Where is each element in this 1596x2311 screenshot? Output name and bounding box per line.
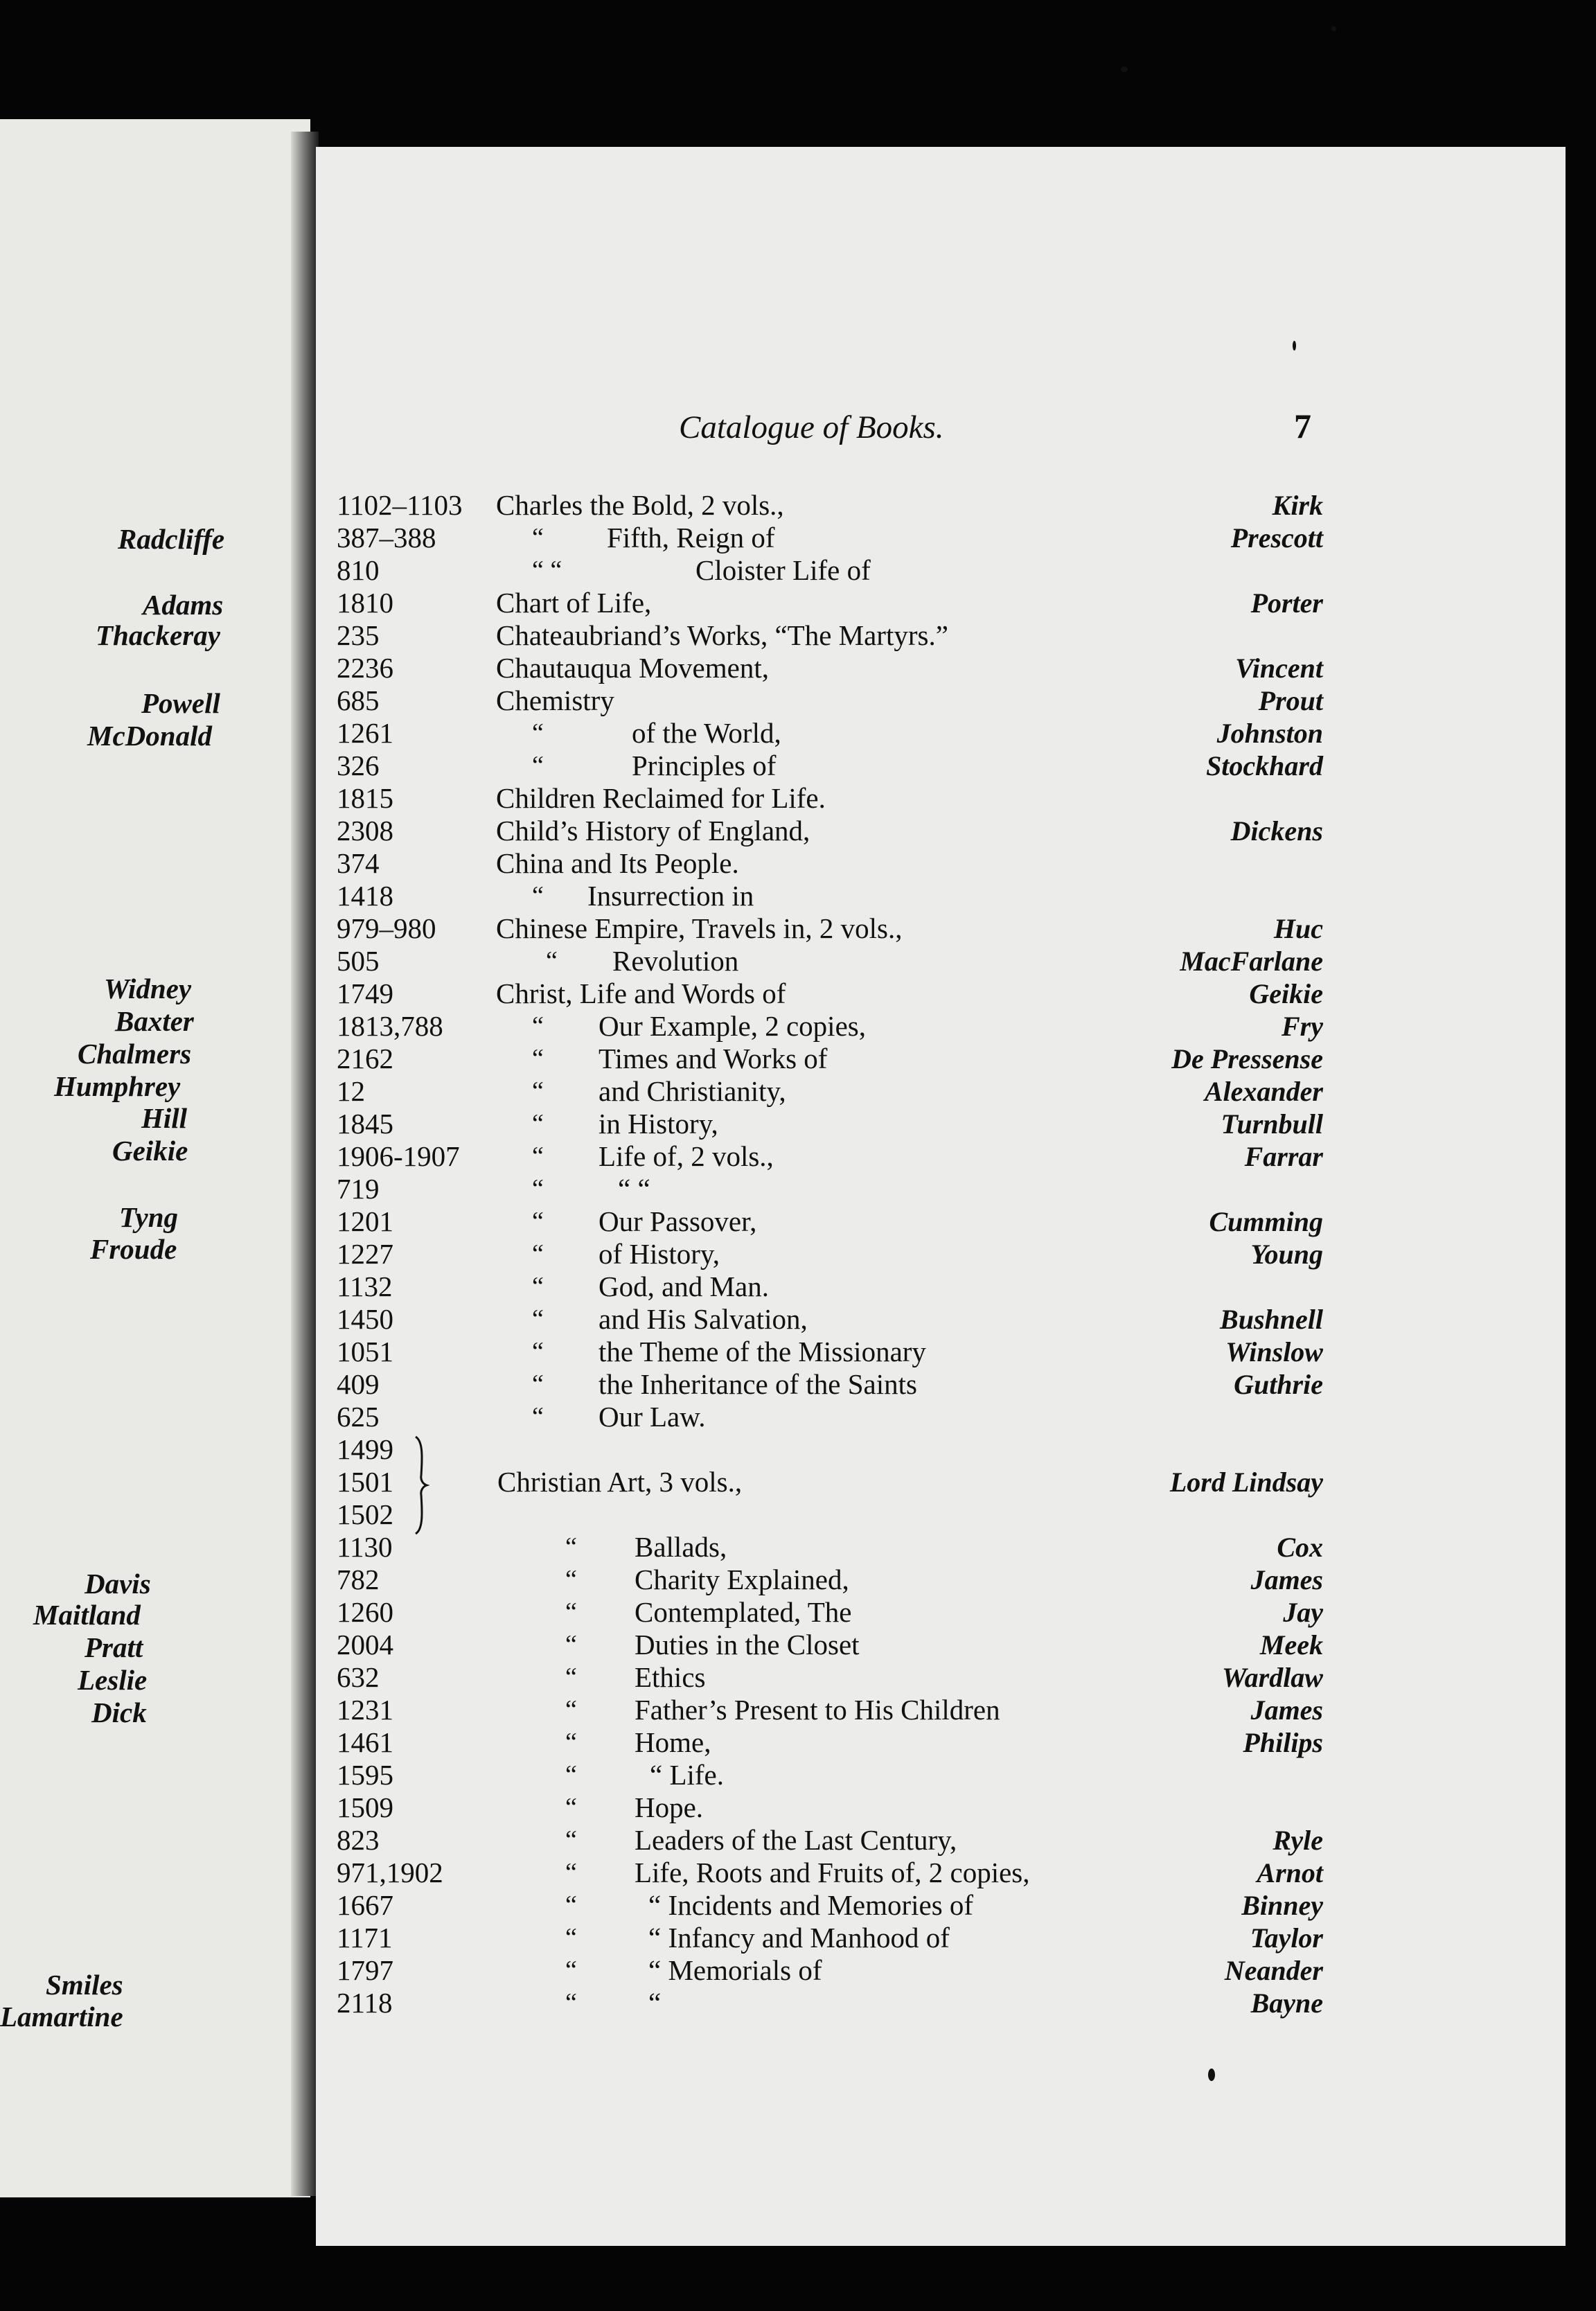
catalogue-entry (0, 522, 1596, 554)
margin-name: Smiles (46, 1969, 123, 2001)
entry-number: 1667 (337, 1889, 393, 1921)
catalogue-entry (0, 1564, 1596, 1596)
scan-speck (1208, 2069, 1215, 2081)
catalogue-entry (0, 652, 1596, 684)
margin-name: Dick (91, 1697, 147, 1728)
ditto-mark: “ (565, 1956, 577, 1985)
entry-author: Winslow (1225, 1336, 1323, 1367)
entry-title: the Theme of the Missionary (598, 1336, 926, 1367)
entry-title: “ Incidents and Memories of (648, 1889, 974, 1921)
entry-author: Ryle (1273, 1825, 1323, 1856)
entry-author: Binney (1241, 1890, 1323, 1921)
entry-title: Ethics (635, 1661, 706, 1693)
catalogue-entry (0, 1694, 1596, 1726)
entry-title: Chemistry (496, 684, 614, 716)
entry-number: 409 (337, 1368, 380, 1400)
entry-number: 2004 (337, 1629, 393, 1661)
ditto-mark: “ (532, 1109, 544, 1138)
entry-number: 810 (337, 554, 380, 586)
catalogue-entry (0, 1889, 1596, 1922)
margin-name: Davis (85, 1568, 151, 1600)
entry-author: James (1250, 1564, 1323, 1595)
catalogue-entry (0, 750, 1596, 782)
ditto-mark: “ (565, 1923, 577, 1952)
entry-number: 1845 (337, 1108, 393, 1140)
entry-author: Bayne (1250, 1987, 1323, 2019)
entry-title: Chart of Life, (496, 587, 652, 619)
catalogue-entry (0, 1108, 1596, 1140)
ditto-mark: “ (565, 1760, 577, 1789)
ditto-mark: “ (565, 1630, 577, 1659)
catalogue-entry (0, 1531, 1596, 1564)
entry-title: Cloister Life of (695, 554, 871, 586)
ditto-mark: “ (532, 751, 544, 780)
entry-number: 387–388 (337, 522, 436, 554)
entry-number: 1260 (337, 1596, 393, 1628)
entry-title: Charles the Bold, 2 vols., (496, 489, 784, 521)
entry-number: 1418 (337, 880, 393, 912)
entry-title: Our Passover, (598, 1205, 757, 1237)
grouping-brace (413, 1434, 429, 1537)
entry-number: 971,1902 (337, 1857, 443, 1888)
catalogue-entry (0, 684, 1596, 717)
catalogue-entry (0, 1303, 1596, 1336)
entry-title: Child’s History of England, (496, 815, 810, 847)
ditto-mark: “ (565, 1695, 577, 1724)
entry-title: Principles of (632, 750, 777, 781)
margin-name: Hill (141, 1102, 188, 1134)
catalogue-entry (0, 1791, 1596, 1824)
entry-author: Cumming (1209, 1206, 1323, 1237)
ditto-mark: “ (532, 523, 544, 552)
margin-name: Froude (90, 1233, 177, 1265)
entry-title: Charity Explained, (635, 1564, 849, 1595)
entry-author: Neander (1224, 1955, 1323, 1986)
entry-number: 1813,788 (337, 1010, 443, 1042)
catalogue-entry (0, 1759, 1596, 1791)
ditto-mark: “ (532, 1370, 544, 1399)
catalogue-entry (0, 912, 1596, 945)
entry-number: 1499 (337, 1433, 393, 1465)
margin-name: Leslie (78, 1664, 148, 1696)
entry-author: Bushnell (1220, 1304, 1323, 1335)
catalogue-entry (0, 1987, 1596, 2019)
margin-name: Geikie (112, 1135, 188, 1167)
catalogue-entry (0, 1466, 1596, 1498)
entry-title: “ “ (618, 1173, 650, 1205)
scan-speck (1121, 67, 1128, 72)
catalogue-entry (0, 1922, 1596, 1954)
entry-title: Chautauqua Movement, (496, 652, 769, 684)
entry-number: 1130 (337, 1531, 393, 1563)
margin-name: Maitland (33, 1599, 141, 1631)
entry-title: Life of, 2 vols., (598, 1140, 774, 1172)
entry-author: Porter (1250, 587, 1323, 619)
entry-author: Taylor (1250, 1922, 1323, 1954)
entry-number: 1132 (337, 1270, 393, 1302)
entry-number: 374 (337, 847, 380, 879)
catalogue-entry (0, 1661, 1596, 1694)
entry-title: Chateaubriand’s Works, “The Martyrs.” (496, 619, 948, 651)
entry-number: 2308 (337, 815, 393, 847)
entry-number: 719 (337, 1173, 380, 1205)
ditto-mark: “ (532, 718, 544, 747)
entry-author: Prout (1258, 685, 1323, 716)
entry-number: 979–980 (337, 912, 436, 944)
entry-number: 12 (337, 1075, 365, 1107)
catalogue-entry (0, 945, 1596, 977)
entry-number: 1201 (337, 1205, 393, 1237)
margin-name: Humphrey (54, 1070, 181, 1102)
entry-number: 1797 (337, 1954, 393, 1986)
ditto-mark: “ (532, 1142, 544, 1171)
ditto-mark: “ (565, 1728, 577, 1757)
entry-number: 1171 (337, 1922, 393, 1954)
entry-author: Johnston (1216, 718, 1323, 749)
ditto-mark: “ (565, 1858, 577, 1887)
entry-author: Turnbull (1221, 1108, 1323, 1140)
entry-number: 1595 (337, 1759, 393, 1791)
scan-speck (1331, 26, 1336, 31)
entry-author: Philips (1243, 1727, 1323, 1758)
entry-title: Fifth, Reign of (607, 522, 775, 554)
entry-number: 1051 (337, 1336, 393, 1367)
entry-title: Home, (635, 1726, 711, 1758)
entry-author: Jay (1283, 1597, 1323, 1628)
margin-name: Widney (104, 973, 192, 1004)
ditto-mark: “ (565, 1565, 577, 1594)
entry-number: 1906-1907 (337, 1140, 460, 1172)
entry-title: Children Reclaimed for Life. (496, 782, 826, 814)
margin-name: Radcliffe (118, 523, 225, 555)
ditto-mark: “ (532, 1207, 544, 1236)
entry-number: 823 (337, 1824, 380, 1856)
ditto-mark: “ (532, 1402, 544, 1431)
entry-number: 1501 (337, 1466, 393, 1498)
catalogue-entry (0, 1075, 1596, 1108)
catalogue-entry (0, 489, 1596, 522)
entry-author: James (1250, 1694, 1323, 1726)
entry-author: De Pressense (1171, 1043, 1323, 1074)
entry-number: 782 (337, 1564, 380, 1595)
entry-author: Alexander (1204, 1076, 1323, 1107)
margin-name: Tyng (119, 1201, 179, 1233)
entry-author: Cox (1277, 1532, 1323, 1563)
ditto-mark: “ (565, 1793, 577, 1822)
entry-title: of the World, (632, 717, 781, 749)
entry-author: Vincent (1235, 653, 1323, 684)
ditto-mark: “ (546, 946, 558, 975)
ditto-mark: “ “ (532, 556, 562, 585)
catalogue-entry (0, 1857, 1596, 1889)
margin-name: Adams (143, 589, 224, 621)
ditto-mark: “ (565, 1891, 577, 1920)
catalogue-entry (0, 815, 1596, 847)
entry-title: “ Infancy and Manhood of (648, 1922, 950, 1954)
ditto-mark: “ (565, 1663, 577, 1692)
entry-number: 1810 (337, 587, 393, 619)
margin-name: Thackeray (96, 619, 220, 651)
entry-author: Fry (1282, 1011, 1323, 1042)
margin-name: Pratt (85, 1631, 143, 1663)
ditto-mark: “ (565, 1988, 577, 2017)
catalogue-entry (0, 1954, 1596, 1987)
scan-speck (1293, 341, 1296, 351)
entry-number: 1231 (337, 1694, 393, 1726)
catalogue-entry (0, 1010, 1596, 1043)
margin-name: Baxter (115, 1005, 194, 1037)
entry-number: 1749 (337, 977, 393, 1009)
catalogue-entry (0, 1368, 1596, 1401)
entry-number: 625 (337, 1401, 380, 1433)
page-header-title: Catalogue of Books. (679, 409, 944, 445)
entry-title: of History, (598, 1238, 720, 1270)
entry-title: Contemplated, The (635, 1596, 852, 1628)
entry-title: Duties in the Closet (635, 1629, 860, 1661)
entry-author: Wardlaw (1222, 1662, 1323, 1693)
entry-title: Our Law. (598, 1401, 706, 1433)
entry-title: “ Memorials of (648, 1954, 822, 1986)
entry-title: “ (648, 1987, 662, 2019)
catalogue-entry (0, 782, 1596, 815)
catalogue-entry (0, 1433, 1596, 1466)
entry-title: China and Its People. (496, 847, 739, 879)
ditto-mark: “ (565, 1597, 577, 1627)
catalogue-entry (0, 1824, 1596, 1857)
entry-title: Times and Works of (598, 1043, 828, 1074)
margin-name: Chalmers (78, 1038, 192, 1070)
ditto-mark: “ (532, 1304, 544, 1334)
entry-title: and His Salvation, (598, 1303, 808, 1335)
ditto-mark: “ (532, 1272, 544, 1301)
entry-number: 2118 (337, 1987, 393, 2019)
entry-number: 505 (337, 945, 380, 977)
entry-title: the Inheritance of the Saints (598, 1368, 917, 1400)
catalogue-entry (0, 554, 1596, 587)
entry-author: Stockhard (1206, 750, 1323, 781)
catalogue-entry (0, 1270, 1596, 1303)
entry-title: Christian Art, 3 vols., (497, 1466, 743, 1498)
entry-title: in History, (598, 1108, 718, 1140)
catalogue-entry (0, 1140, 1596, 1173)
catalogue-entry (0, 1498, 1596, 1531)
entry-title: Leaders of the Last Century, (635, 1824, 957, 1856)
entry-author: Huc (1273, 913, 1323, 944)
entry-title: Insurrection in (587, 880, 754, 912)
entry-title: Chinese Empire, Travels in, 2 vols., (496, 912, 903, 944)
ditto-mark: “ (532, 881, 544, 910)
entry-number: 1102–1103 (337, 489, 463, 521)
entry-title: Our Example, 2 copies, (598, 1010, 866, 1042)
entry-title: and Christianity, (598, 1075, 786, 1107)
entry-author: Farrar (1244, 1141, 1323, 1172)
entry-author: Young (1250, 1239, 1323, 1270)
entry-author: MacFarlane (1180, 946, 1323, 977)
ditto-mark: “ (532, 1077, 544, 1106)
ditto-mark: “ (532, 1337, 544, 1366)
entry-number: 2236 (337, 652, 393, 684)
catalogue-entry (0, 1238, 1596, 1270)
entry-number: 1261 (337, 717, 393, 749)
catalogue-entry (0, 587, 1596, 619)
entry-number: 632 (337, 1661, 380, 1693)
entry-author: Meek (1259, 1629, 1323, 1661)
catalogue-entry (0, 1726, 1596, 1759)
entry-number: 1450 (337, 1303, 393, 1335)
catalogue-entry (0, 977, 1596, 1010)
entry-number: 1509 (337, 1791, 393, 1823)
ditto-mark: “ (532, 1174, 544, 1203)
entry-author: Geikie (1249, 978, 1323, 1009)
catalogue-entry (0, 1173, 1596, 1205)
entry-author: Lord Lindsay (1169, 1467, 1323, 1498)
ditto-mark: “ (532, 1239, 544, 1268)
entry-title: Hope. (635, 1791, 704, 1823)
catalogue-entry (0, 1596, 1596, 1629)
catalogue-entry (0, 1205, 1596, 1238)
entry-title: Ballads, (635, 1531, 727, 1563)
entry-title: God, and Man. (598, 1270, 769, 1302)
entry-author: Guthrie (1234, 1369, 1323, 1400)
entry-number: 235 (337, 619, 380, 651)
catalogue-entry (0, 1043, 1596, 1075)
entry-author: Prescott (1230, 522, 1323, 554)
margin-name: Lamartine (0, 2001, 123, 2033)
entry-author: Dickens (1230, 815, 1323, 847)
catalogue-entry (0, 1401, 1596, 1433)
entry-title: Father’s Present to His Children (635, 1694, 1000, 1726)
entry-number: 1461 (337, 1726, 393, 1758)
catalogue-entry (0, 880, 1596, 912)
catalogue-entry (0, 717, 1596, 750)
catalogue-entry (0, 1629, 1596, 1661)
entry-number: 1815 (337, 782, 393, 814)
entry-number: 2162 (337, 1043, 393, 1074)
entry-author: Kirk (1272, 490, 1323, 521)
entry-title: Christ, Life and Words of (496, 977, 786, 1009)
ditto-mark: “ (532, 1011, 544, 1041)
page-number: 7 (1294, 407, 1311, 445)
entry-number: 1227 (337, 1238, 393, 1270)
entry-number: 685 (337, 684, 380, 716)
entry-number: 326 (337, 750, 380, 781)
catalogue-entry (0, 847, 1596, 880)
entry-author: Arnot (1257, 1857, 1323, 1888)
margin-name: Powell (141, 687, 220, 719)
ditto-mark: “ (532, 1044, 544, 1073)
entry-title: Revolution (612, 945, 739, 977)
entry-title: “ Life. (650, 1759, 724, 1791)
catalogue-entry (0, 619, 1596, 652)
ditto-mark: “ (565, 1532, 577, 1561)
ditto-mark: “ (565, 1825, 577, 1854)
margin-name: McDonald (87, 720, 212, 752)
entry-title: Life, Roots and Fruits of, 2 copies, (635, 1857, 1030, 1888)
entry-number: 1502 (337, 1498, 393, 1530)
catalogue-entry (0, 1336, 1596, 1368)
